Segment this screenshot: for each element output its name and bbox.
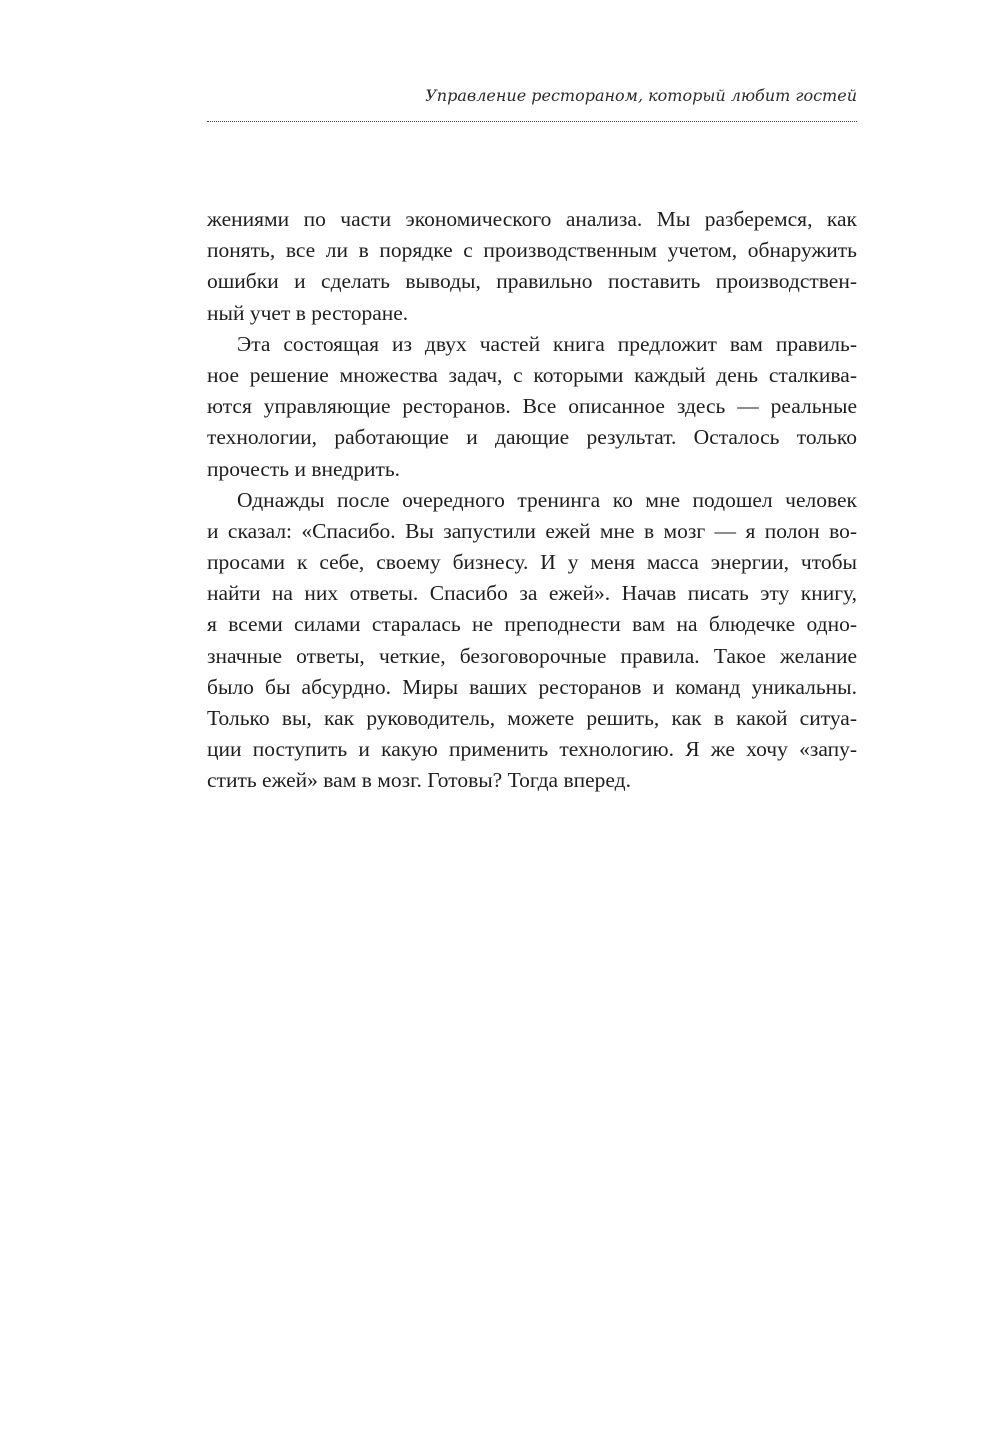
text-line: ются управляющие ресторанов. Все описанное здесь — реальные xyxy=(207,394,857,419)
body-text xyxy=(207,204,857,797)
text-line: ный учет в ресторане. xyxy=(207,300,409,325)
text-line: и сказал: «Спасибо. Вы запустили ежей мне в мозг — я полон во- xyxy=(207,518,857,543)
text-line: Однажды после очередного тренинга ко мне подошел человек xyxy=(237,487,857,512)
text-line: просами к себе, своему бизнесу. И у меня масса энергии, чтобы xyxy=(207,550,857,575)
paragraph-1 xyxy=(207,204,857,329)
text-line: прочесть и внедрить. xyxy=(207,456,401,481)
text-line: понять, все ли в порядке с производственным учетом, обнаружить xyxy=(207,238,857,263)
header-dotted-rule xyxy=(207,121,857,122)
text-line: Только вы, как руководитель, можете решить, как в какой ситуа- xyxy=(207,706,857,730)
text-line: значные ответы, четкие, безоговорочные правила. Такое желание xyxy=(207,643,857,668)
running-header: Управление рестораном, который любит гостей xyxy=(425,86,857,105)
text-line: было бы абсурдно. Миры ваших ресторанов и команд уникальны. xyxy=(207,674,857,699)
paragraph-2 xyxy=(207,329,857,485)
paragraph-3 xyxy=(207,485,857,797)
text-line: технологии, работающие и дающие результат. Осталось только xyxy=(207,425,857,450)
text-line: ции поступить и какую применить технологию. Я же хочу «запу- xyxy=(207,737,857,762)
text-line: стить ежей» вам в мозг. Готовы? Тогда вперед. xyxy=(207,768,631,793)
text-line: жениями по части экономического анализа. Мы разберемся, как xyxy=(207,207,857,231)
text-line: я всеми силами старалась не преподнести вам на блюдечке одно- xyxy=(207,612,857,637)
text-line: найти на них ответы. Спасибо за ежей». Начав писать эту книгу, xyxy=(207,581,857,606)
text-line: ное решение множества задач, с которыми каждый день сталкива- xyxy=(207,362,857,387)
text-line: Эта состоящая из двух частей книга предложит вам правиль- xyxy=(237,331,857,356)
text-line: ошибки и сделать выводы, правильно поставить производствен- xyxy=(207,269,857,294)
